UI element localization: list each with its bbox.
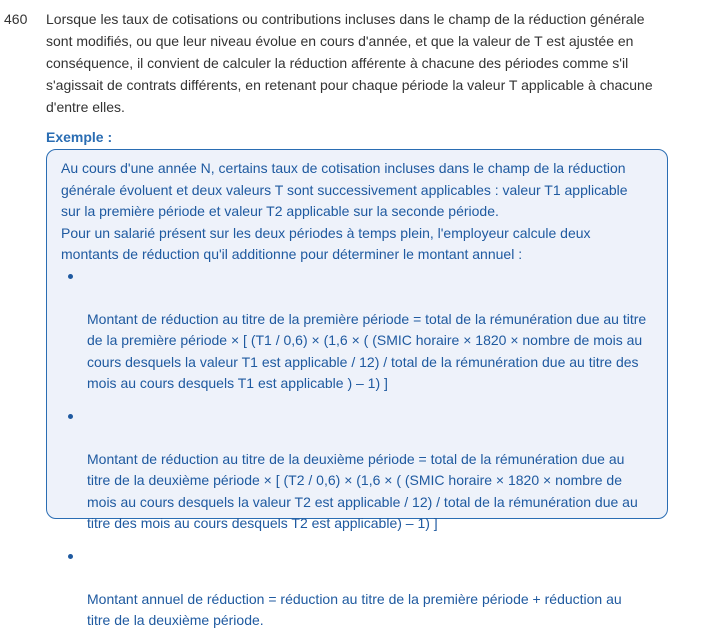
example-intro: Au cours d'une année N, certains taux de cotisation incluses dans le champ de la réduction générale évoluent et deux valeurs T sont successivement applicables : valeur T1 applicable sur la première période et valeur T2 applicable sur la seconde période. Pour un salarié présent sur les deux périodes à temps plein, l'employeur calcule deux montants de réduction qu'il additionne pour déterminer le montant annuel : [61,160,628,262]
list-item [65,546,655,632]
bullet-icon [68,274,73,279]
bullet-icon [68,554,73,559]
list-item [65,266,655,395]
list-item-text: Montant annuel de réduction = réduction au titre de la première période + réduction au titre de la deuxième période. [87,590,622,628]
list-item-text: Montant de réduction au titre de la deuxième période = total de la rémunération due au titre de la deuxième période × [ (T2 / 0,6) × (1,6 × ( (SMIC horaire × 1820 × nombre de mois au cours desquels la valeur T2 est applicable / 12) / total de la rémunération due au titre des mois au cours desquels T2 est applicable) – 1) ] [87,450,638,531]
list-item [65,406,655,535]
paragraph-number: 460 [4,11,28,27]
list-item-text: Montant de réduction au titre de la première période = total de la rémunération due au titre de la première période × [ (T1 / 0,6) × (1,6 × ( (SMIC horaire × 1820 × nombre de mois au cours desquels la valeur T1 est applicable / 12) / total de la rémunération due au titre des mois au cours desquels T1 est applicable ) – 1) ] [87,310,647,391]
example-box [46,149,668,628]
bullet-icon [68,414,73,419]
example-label: Exemple : [46,129,113,145]
example-list [61,266,655,632]
paragraph-text: Lorsque les taux de cotisations ou contributions incluses dans le champ de la réduction générale sont modifiés, ou que leur niveau évolue en cours d'année, et que la valeur de T est ajustée en conséquence, il convient de calculer la réduction afférente à chacune des périodes comme s'il s'agissait de contrats différents, en retenant pour chaque période la valeur T applicable à chacune d'entre elles. [46,11,653,115]
